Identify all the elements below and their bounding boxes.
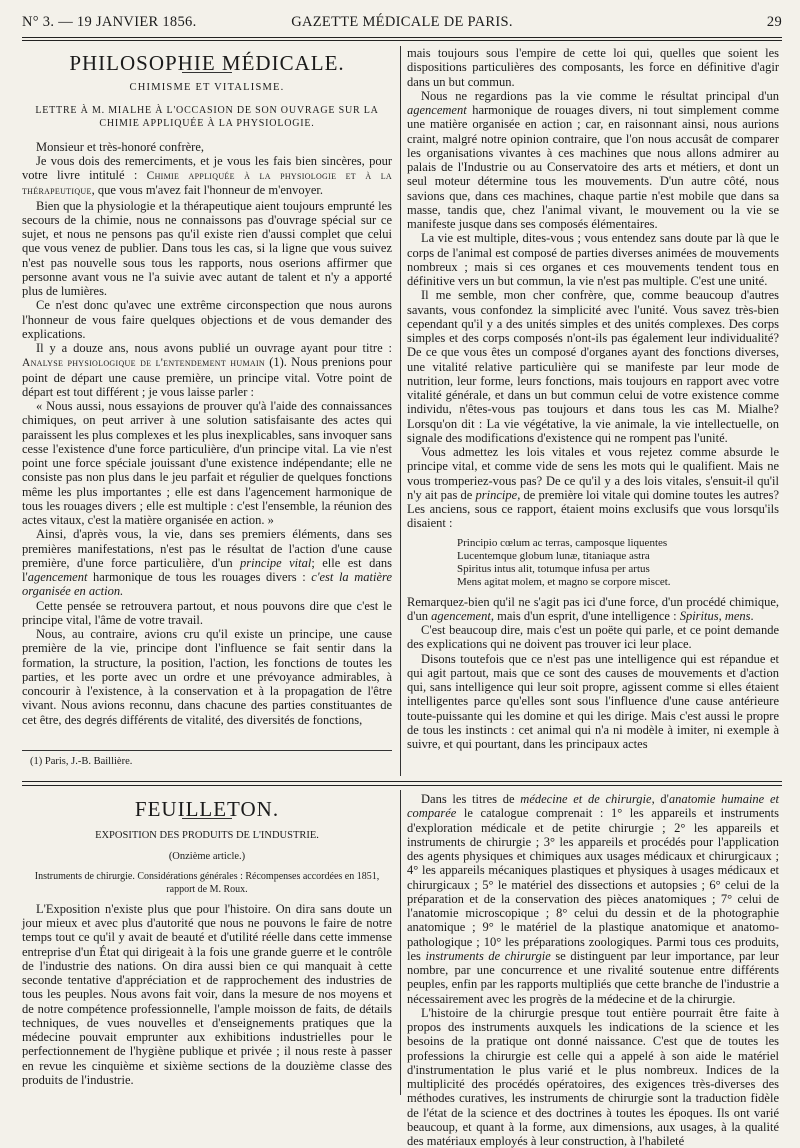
paragraph: Il me semble, mon cher confrère, que, comme beaucoup d'autres savants, vous confondez la simplicité avec l'unité. Vous savez très-bien cependant qu'il y a des unités simples et des unités complexes. Des corps simples et des corps composés n'ont-ils pas également leur individualité? De ce que vous êtes un composé d'organes ayant des fonctions diverses, une vitalité relative particulière qui se manifeste par leur mode de nutrition, leur forme, leurs fonctions, mais toujours en rapport avec votre vitalité générale, et dans un but commun celui de votre existence comme individu, n'êtes-vous pas toujours et dans tous les cas M. Mialhe? Lorsqu'on dit : La vie végétative, la vie animale, la vie intellectuelle, on signale des modifications d'existence qui ne rompent pas l'unité. xyxy=(407,288,779,445)
footnote: (1) Paris, J.-B. Baillière. xyxy=(30,756,133,767)
header-rule xyxy=(22,37,782,41)
section-title: PHILOSOPHIE MÉDICALE. xyxy=(69,51,345,75)
paragraph: Disons toutefois que ce n'est pas une intelligence qui est répandue et qui agit partout, mais que ce sont des causes de mouvements et d'action qui, sans intelligence qui leur soit propre, agissent comme si elles étaient intelligentes parce qu'elles sont sous l'influence d'une cause antérieure toute-puissante qui les domine et qui les dirige. Mais c'est aussi le propre de tous les instincts : cet animal qui n'a ni modèle à imiter, ni exemple à suivre, et qui pourtant, dans les principaux actes xyxy=(407,651,779,751)
paragraph: Cette pensée se retrouvera partout, et nous pouvons dire que c'est le principe vital, l'âme de votre travail. xyxy=(22,598,392,627)
paragraph: mais toujours sous l'empire de cette loi qui, quelles que soient les dispositions particulières des composants, les force en définitive d'agir dans un but commun. xyxy=(407,46,779,89)
feuilleton-title: FEUILLETON. xyxy=(134,797,280,821)
article-right-column xyxy=(407,46,779,776)
footnote-rule xyxy=(22,750,392,751)
feuilleton-rule xyxy=(22,781,782,786)
paragraph: Il y a douze ans, nous avons publié un ouvrage ayant pour titre : Analyse physiologique de l'entendement humain (1). Nous prenions pour point de départ une cause première, un principe vital. Votre point de départ est tout différent ; je vous laisse parler : xyxy=(22,341,392,399)
article-number: (Onzième article.) xyxy=(168,850,246,862)
page-header xyxy=(22,14,782,36)
verse-line: Principio cœlum ac terras, camposque liquentes xyxy=(457,536,668,549)
paragraph: Vous admettez les lois vitales et vous rejetez comme absurde le principe vital, et comme vide de sens les mots qui le qualifient. Mais ne vous tromperiez-vous pas? De ce qu'il y a des lois vitales, s'ensuit-il qu'il n'y ait pas de principe, de première loi vitale qui domine toutes les autres? Les anciens, sous ce rapport, étaient moins exclusifs que vous lorsqu'ils disaient : xyxy=(407,445,779,531)
verse-line: Lucentemque globum lunæ, titaniaque astra xyxy=(457,549,650,562)
article-left-column xyxy=(22,46,392,746)
book-title: Chimie appliquée à la physiologie et à la thérapeutique xyxy=(22,170,392,198)
paragraph: L'Exposition n'existe plus que pour l'histoire. On dira sans doute un jour mieux et avec plus d'autorité que nous ne pouvons le faire de notre temps tout ce qu'il y avait de beauté et d'utilité réelle dans cette immense entreprise d'un État qui dirigeait à la fois une grande guerre et le contrôle de l'industrie des nations. On dira aussi bien ce qui manquait à cette seconde tentative d'appréciation et de rapprochement des industries de tous les peuples. Nous avons fait voir, dans la mesure de nos moyens et de notre compétence professionnelle, l'ample moisson de faits, de détails techniques, de vues nouvelles et d'enseignements pratiques que la médecine pouvait emprunter aux exhibitions industrielles pour le perfectionnement de l'hygiène publique et privée ; il nous reste à passer en revue les cinquième et sixième sections de la douzième classe des produits de l'industrie. xyxy=(22,901,392,1087)
paragraph: La vie est multiple, dites-vous ; vous entendez sans doute par là que le corps de l'animal est composé de parties diverses animées de mouvements nombreux ; mais si ces organes et ces mouvements tendent tous en définitive vers un but commun, la vie n'est pas multiple. C'est une unité. xyxy=(407,231,779,288)
paragraph: Ce n'est donc qu'avec une extrême circonspection que nous aurons l'honneur de vous faire quelques objections et de vous demander des explications. xyxy=(22,298,392,341)
section-subtitle: CHIMISME ET VITALISME. xyxy=(129,82,285,94)
latin-verse xyxy=(457,537,779,589)
paragraph: Remarquez-bien qu'il ne s'agit pas ici d'une force, d'un procédé chimique, d'un agencement, mais d'un esprit, d'une intelligence : Spiritus, mens. xyxy=(407,594,779,623)
verse-line: Mens agitat molem, et magno se corpore miscet. xyxy=(457,575,671,588)
column-divider xyxy=(400,46,401,776)
page-number: 29 xyxy=(766,14,782,30)
book-title: Analyse physiologique de l'entendement humain xyxy=(22,357,265,370)
issue-number: N° 3. — 19 JANVIER 1856. xyxy=(22,14,197,30)
paragraph: L'histoire de la chirurgie presque tout entière pourrait être faite à propos des instruments auxquels les indications de la science et les besoins de la pratique ont donné naissance. C'est que de toutes les professions la chirurgie est celle qui a appelé à son aide le matériel d'instrumentation le plus varié et le plus nombreux. Indices de la multiplicité des procédés opératoires, des exigences très-diverses des méthodes curatives, les instruments de chirurgie sont la traduction fidèle de l'état de la science et des doctrines à toutes les époques. Ils ont varié beaucoup, et quant à la forme, aux dimensions, aux usages, à la qualité des matériaux employés à leur construction, à l'habileté xyxy=(407,1005,779,1148)
feuilleton-right-column xyxy=(407,792,779,1148)
paragraph: Nous ne regardions pas la vie comme le résultat principal d'un agencement harmonique de rouages divers, ni tout simplement comme une matière organisée en action ; car, en raisonnant ainsi, nous aurions craint, malgré notre opinion contraire, que l'on nous accusât de comparer les organisations vivantes à ces machines que nous allons admirer au palais de l'Industrie ou au Conservatoire des arts et métiers, et dont un seul moteur détermine tous les mouvements. D'un autre côté, nous savions que, dans ces machines, chaque partie n'est mobile que dans sa masse, tandis que, chez l'animal vivant, le mouvement ou la vie se manifeste jusque dans ses composés élémentaires. xyxy=(407,88,779,231)
report-heading: Instruments de chirurgie. Considérations générales : Récompenses accordées en 1851, rapport de M. Roux. xyxy=(34,870,380,895)
paragraph: Dans les titres de médecine et de chirurgie, d'anatomie humaine et comparée le catalogue comprenait : 1° les appareils et instruments d'exploration médicale et de petite chirurgie ; 2° les appareils et instruments de chirurgie ; 3° les appareils et procédés pour l'application des agents physiques et chimiques aux usages médicaux et chirurgicaux ; 4° les appareils mécaniques plastiques et physiques à usages médicaux et chirurgicaux ; 5° le matériel des dissections et autopsies ; 6° celui de la préparation et de la conservation des pièces anatomiques ; 7° celui de l'anatomie microscopique ; 8° celui du dessin et de la photographie anatomique ; 9° le matériel de la plastique anatomique et anatomo-pathologique ; 10° les préparations zoologiques. Parmi tous ces produits, les instruments de chirurgie se distinguent par leur importance, par leur nombre, par une concurrence et une rivalité soutenue entre différents peuples, enfin par les rapports multipliés que cette branche de l'industrie a nécessairement avec les progrès de la médecine et de la chirurgie. xyxy=(407,792,779,1006)
column-divider xyxy=(400,790,401,1095)
verse-line: Spiritus intus alit, totumque infusa per artus xyxy=(457,562,650,575)
feuilleton-left-column xyxy=(22,790,392,1095)
feuilleton-subtitle: EXPOSITION DES PRODUITS DE L'INDUSTRIE. xyxy=(95,830,319,842)
paragraph: Bien que la physiologie et la thérapeutique aient toujours emprunté les secours de la chimie, nous ne connaissons pas d'ouvrage spécial sur ce sujet, et nous ne pensons pas qu'il existe rien d'aussi complet que celui que vous venez de publier. Dans tous les cas, si la ligne que vous suivez n'est pas nouvelle sous tous les rapports, nous oserions affirmer que personne avant vous ne l'a suivie avec autant de talent et n'y a apporté plus de lumières. xyxy=(22,198,392,298)
paragraph: Nous, au contraire, avions cru qu'il existe un principe, une cause première de la vie, principe dont l'influence se fait sentir dans la formation, la structure, la position, l'action, les fonctions de toutes les parties, et les porte avec un ordre et une prévoyance admirables, à concourir à l'existence, à la conservation et à la propagation de l'être vivant. Nous avions reconnu, dans chacune des parties constituantes de cet être, des degrés différents de vitalité, des diversités de fonctions, xyxy=(22,627,392,727)
paragraph: Ainsi, d'après vous, la vie, dans ses premiers éléments, dans ses premières manifestations, n'est pas le résultat de l'action d'une cause première, d'une force particulière, d'un principe vital; elle est dans l'agencement harmonique de tous les rouages divers : c'est la matière organisée en action. xyxy=(22,527,392,599)
letter-heading: LETTRE À M. MIALHE À L'OCCASION DE SON OUVRAGE SUR LA CHIMIE APPLIQUÉE À LA PHYSIOLOGIE. xyxy=(35,104,379,129)
quotation: « Nous aussi, nous essayions de prouver qu'à l'aide des connaissances chimiques, on peut arriver à une solution satisfaisante des actes qui paraissent les plus complexes et les plus inexplicables, sans invoquer sans cesse l'existence d'une force particulière, d'un principe vital. La vie n'est point une force spéciale jouissant d'une existence indépendante; elle ne consiste pas non plus dans le jeu parfait et régulier de quelques fonctions même les plus importantes ; elle est dans l'agencement harmonique de tous les rouages divers ; elle est multiple : c'est l'ensemble, la réunion des actes vitaux, c'est la matière organisée en action. » xyxy=(22,399,392,527)
journal-title: GAZETTE MÉDICALE DE PARIS. xyxy=(291,14,513,30)
paragraph: Je vous dois des remerciments, et je vous les fais bien sincères, pour votre livre intitulé : Chimie appliquée à la physiologie et à la thérapeutique, que vous m'avez fait l'honneur de m'envoyer. xyxy=(22,153,392,198)
paragraph: C'est beaucoup dire, mais c'est un poëte qui parle, et ce point demande des explications qui ne doivent pas trouver ici leur place. xyxy=(407,623,779,652)
greeting: Monsieur et très-honoré confrère, xyxy=(36,139,204,154)
